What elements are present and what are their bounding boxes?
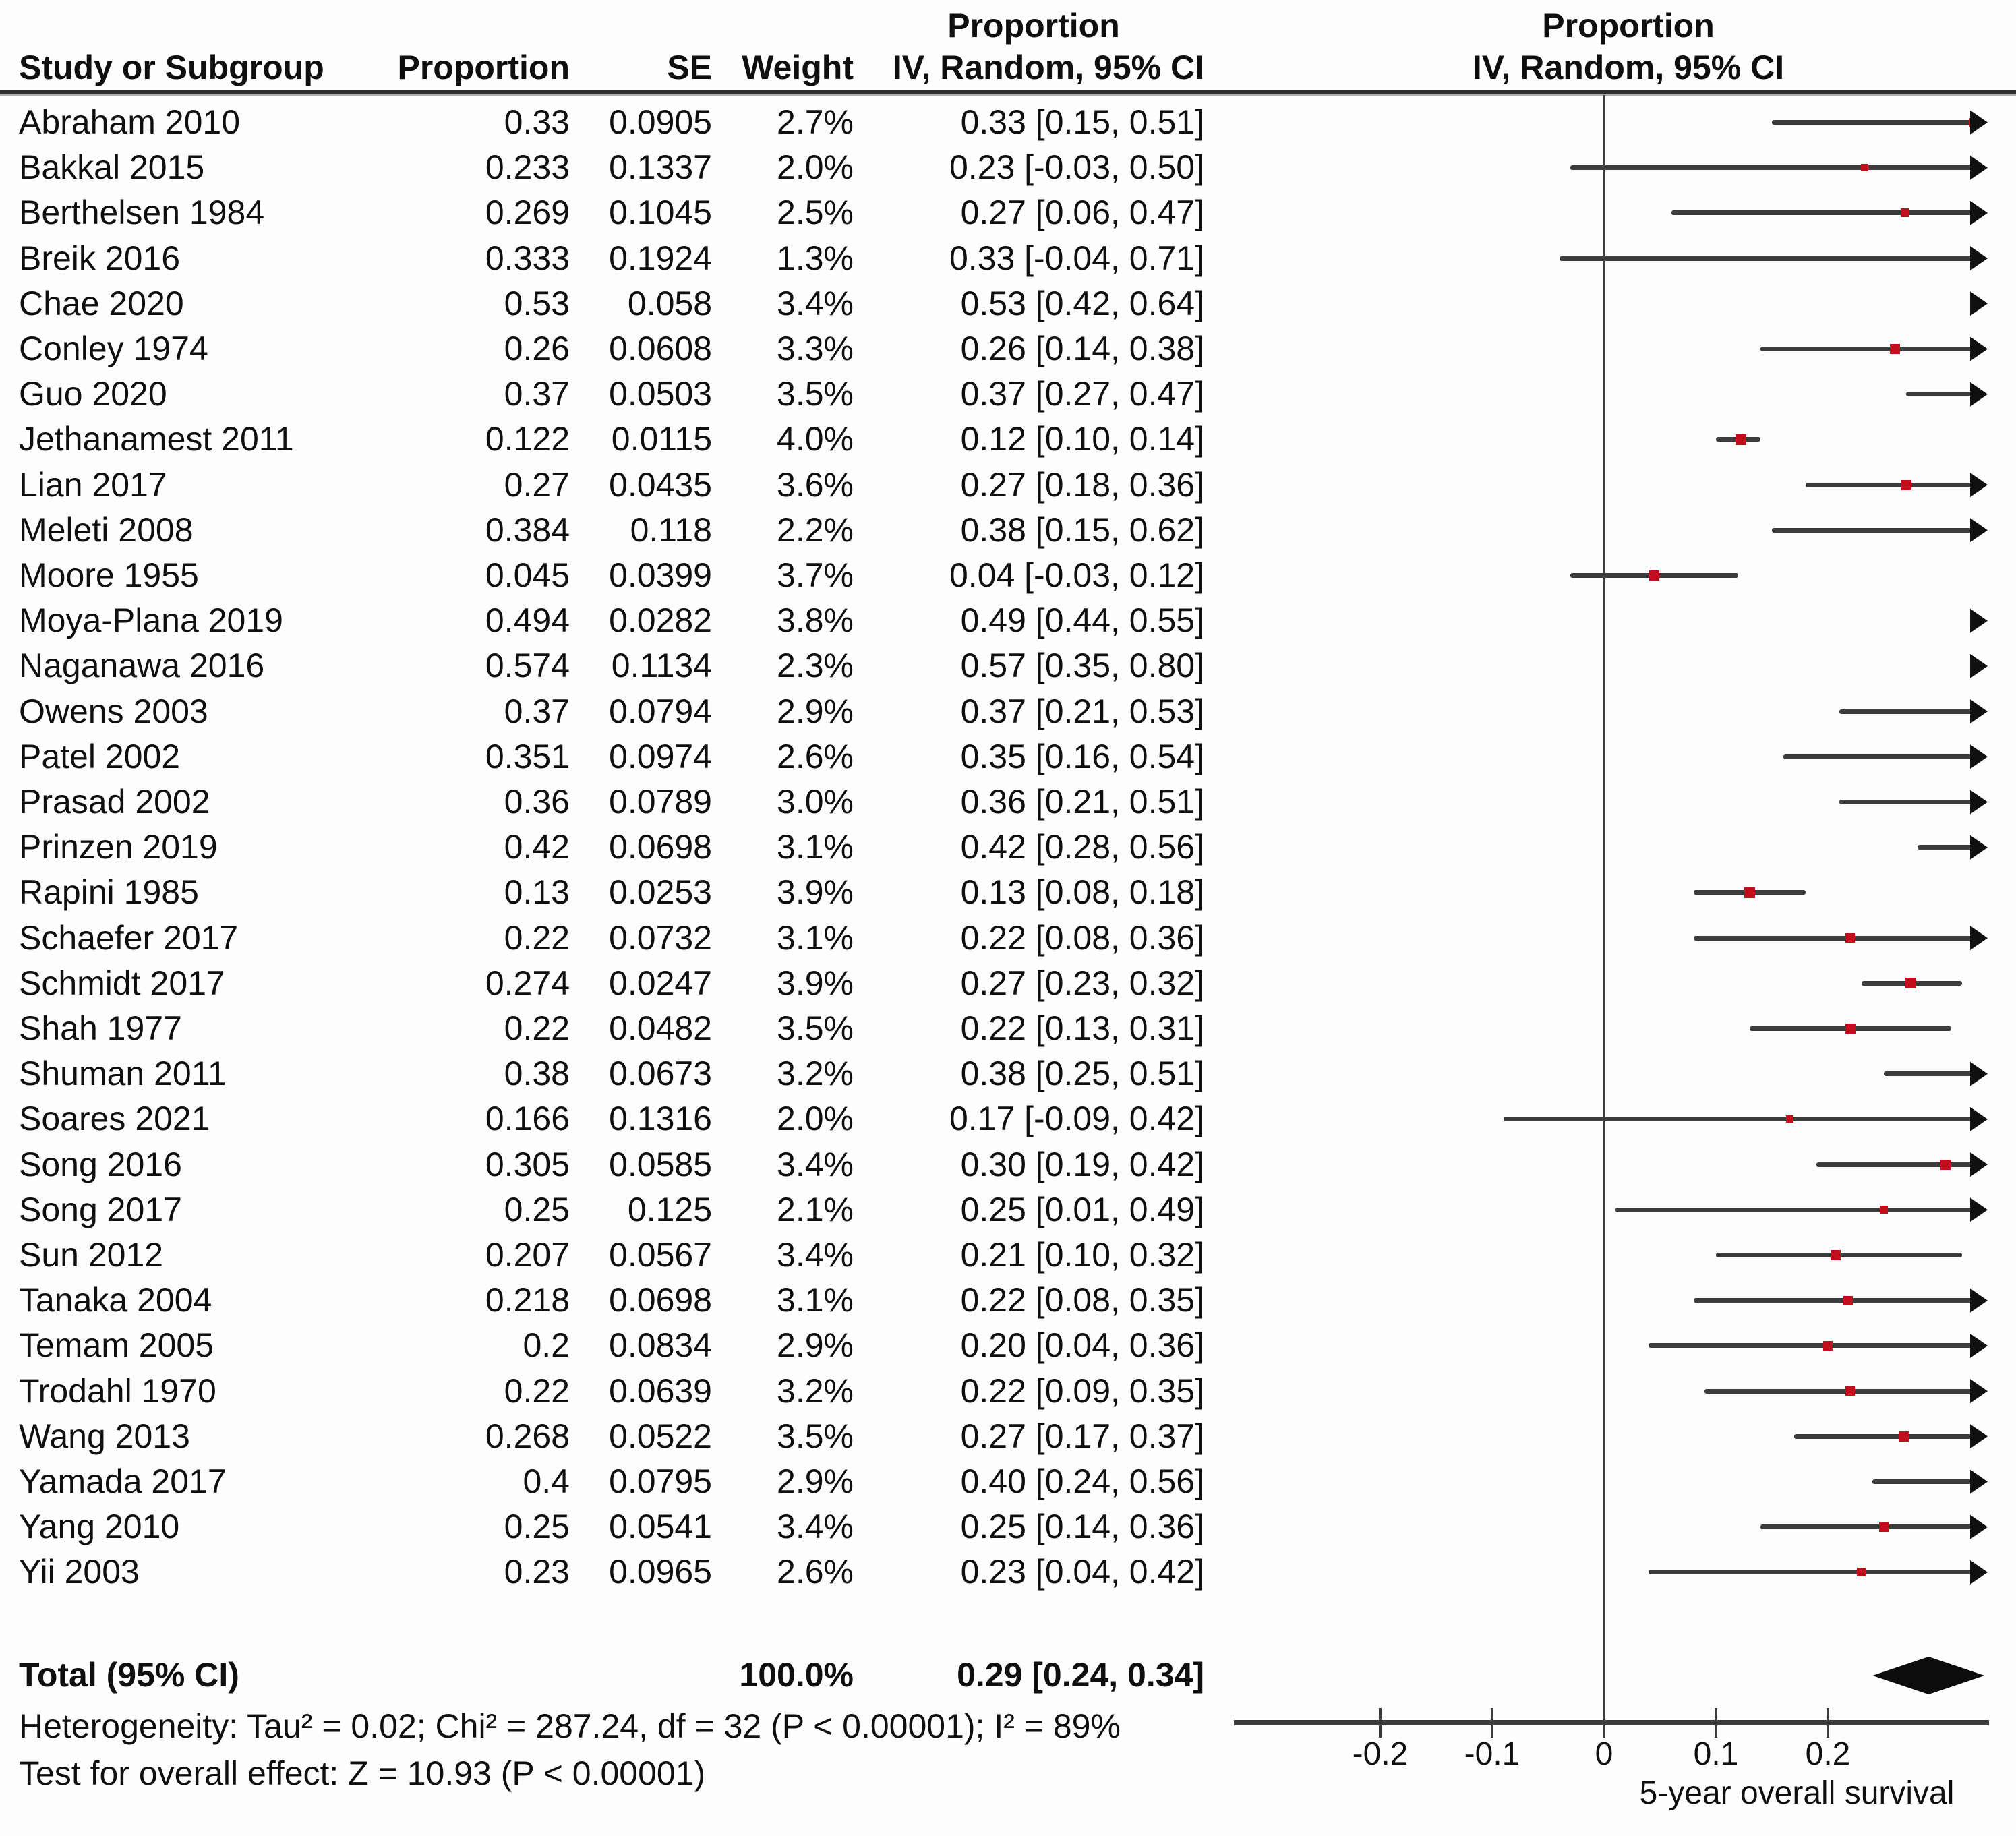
weight-value: 4.0% [777, 420, 854, 458]
study-row [0, 1549, 1214, 1595]
se-value: 0.0282 [609, 601, 712, 640]
ci-text: 0.25 [0.01, 0.49] [960, 1190, 1204, 1228]
ci-text: 0.22 [0.08, 0.35] [960, 1281, 1204, 1320]
study-row [0, 1504, 1214, 1549]
study-row [0, 916, 1214, 961]
point-estimate-marker [1845, 1024, 1856, 1034]
clip-arrow-icon [1970, 291, 1988, 316]
ci-text: 0.17 [-0.09, 0.42] [949, 1100, 1204, 1138]
se-value: 0.1924 [609, 239, 712, 277]
total-diamond [1872, 1657, 1984, 1694]
se-value: 0.1337 [609, 148, 712, 187]
se-column-header: SE [667, 49, 712, 86]
se-value: 0.0795 [609, 1462, 712, 1500]
study-row [0, 1051, 1214, 1096]
se-value: 0.0965 [609, 1553, 712, 1591]
se-value: 0.0974 [609, 737, 712, 775]
point-estimate-marker [1880, 1206, 1888, 1214]
ci-text: 0.38 [0.15, 0.62] [960, 510, 1204, 549]
total-weight: 100.0% [739, 1656, 854, 1694]
ci-line [1760, 347, 1976, 351]
study-row [0, 1369, 1214, 1414]
weight-value: 3.4% [777, 284, 854, 322]
weight-value: 3.0% [777, 783, 854, 821]
proportion-value: 0.2 [523, 1326, 570, 1365]
point-estimate-marker [1901, 480, 1911, 490]
point-estimate-marker [1890, 344, 1900, 354]
study-name: Prinzen 2019 [19, 828, 218, 866]
ci-text: 0.30 [0.19, 0.42] [960, 1145, 1204, 1183]
clip-arrow-icon [1970, 518, 1988, 542]
ci-line [1772, 528, 1976, 533]
tick-label: 0.2 [1805, 1736, 1851, 1772]
weight-value: 2.3% [777, 647, 854, 685]
point-estimate-marker [1845, 1386, 1855, 1396]
ci-text: 0.27 [0.23, 0.32] [960, 964, 1204, 1002]
proportion-value: 0.36 [504, 783, 570, 821]
study-name: Schaefer 2017 [19, 918, 239, 957]
proportion-value: 0.268 [485, 1417, 570, 1455]
ci-text: 0.23 [-0.03, 0.50] [949, 148, 1204, 187]
study-name: Owens 2003 [19, 692, 208, 730]
clip-arrow-icon [1970, 1515, 1988, 1539]
proportion-value: 0.37 [504, 692, 570, 730]
point-estimate-marker [1736, 434, 1746, 445]
study-row [0, 100, 1214, 145]
weight-value: 2.9% [777, 692, 854, 730]
ci-line [1615, 1208, 1976, 1212]
study-row [0, 1006, 1214, 1051]
point-estimate-marker [1845, 933, 1855, 943]
proportion-value: 0.22 [504, 1371, 570, 1410]
clip-arrow-icon [1970, 156, 1988, 180]
study-name: Moore 1955 [19, 556, 199, 594]
weight-value: 3.2% [777, 1055, 854, 1093]
study-name: Guo 2020 [19, 375, 167, 413]
ci-text: 0.22 [0.08, 0.36] [960, 918, 1204, 957]
study-name: Abraham 2010 [19, 103, 241, 141]
se-value: 0.0698 [609, 1281, 712, 1320]
ci-text: 0.35 [0.16, 0.54] [960, 737, 1204, 775]
ci-line [1884, 1071, 1976, 1076]
ci-text: 0.42 [0.28, 0.56] [960, 828, 1204, 866]
clip-arrow-icon [1970, 111, 1988, 135]
study-name: Sun 2012 [19, 1236, 164, 1274]
study-row [0, 553, 1214, 598]
se-value: 0.0639 [609, 1371, 712, 1410]
study-row [0, 281, 1214, 326]
study-name: Bakkal 2015 [19, 148, 205, 187]
point-estimate-marker [1905, 978, 1916, 988]
study-name: Song 2016 [19, 1145, 182, 1183]
study-row [0, 870, 1214, 915]
ci-line [1918, 845, 1976, 850]
header-rule-shadow [0, 94, 2016, 96]
study-name: Temam 2005 [19, 1326, 214, 1365]
study-name: Yang 2010 [19, 1508, 180, 1546]
study-name: Soares 2021 [19, 1100, 210, 1138]
x-axis-line [1234, 1720, 1989, 1725]
clip-arrow-icon [1970, 1289, 1988, 1313]
study-name: Lian 2017 [19, 465, 167, 504]
study-name: Wang 2013 [19, 1417, 190, 1455]
ci-text: 0.20 [0.04, 0.36] [960, 1326, 1204, 1365]
proportion-value: 0.574 [485, 647, 570, 685]
weight-value: 2.2% [777, 510, 854, 549]
proportion-value: 0.305 [485, 1145, 570, 1183]
study-name: Trodahl 1970 [19, 1371, 216, 1410]
point-estimate-marker [1857, 1568, 1866, 1576]
plot-header-line1: Proportion [1542, 7, 1715, 45]
clip-arrow-icon [1970, 1560, 1988, 1585]
point-estimate-marker [1823, 1341, 1833, 1351]
ci-line [1649, 1570, 1976, 1574]
ci-line [1806, 483, 1976, 487]
weight-column-header: Weight [742, 49, 854, 86]
tick-label: 0 [1595, 1736, 1613, 1772]
study-name: Meleti 2008 [19, 510, 194, 549]
weight-value: 3.9% [777, 964, 854, 1002]
weight-value: 3.1% [777, 1281, 854, 1320]
clip-arrow-icon [1970, 609, 1988, 633]
tick-label: -0.2 [1352, 1736, 1409, 1772]
study-name: Prasad 2002 [19, 783, 210, 821]
study-name: Jethanamest 2011 [19, 420, 294, 458]
se-value: 0.0541 [609, 1508, 712, 1546]
study-row [0, 779, 1214, 825]
ci-text: 0.04 [-0.03, 0.12] [949, 556, 1204, 594]
ci-line [1694, 936, 1976, 941]
ci-text: 0.37 [0.21, 0.53] [960, 692, 1204, 730]
weight-value: 2.6% [777, 1553, 854, 1591]
weight-value: 3.9% [777, 873, 854, 912]
weight-value: 2.5% [777, 194, 854, 232]
proportion-value: 0.269 [485, 194, 570, 232]
point-estimate-marker [1831, 1250, 1841, 1260]
study-name: Moya-Plana 2019 [19, 601, 283, 640]
ci-column-header-line2: IV, Random, 95% CI [892, 49, 1204, 86]
study-column-header: Study or Subgroup [19, 49, 324, 86]
weight-value: 3.4% [777, 1145, 854, 1183]
ci-line [1560, 256, 1976, 261]
proportion-value: 0.122 [485, 420, 570, 458]
se-value: 0.0435 [609, 465, 712, 504]
se-value: 0.0794 [609, 692, 712, 730]
ci-line [1504, 1117, 1976, 1121]
study-row [0, 643, 1214, 688]
study-name: Tanaka 2004 [19, 1281, 212, 1320]
clip-arrow-icon [1970, 1379, 1988, 1403]
weight-value: 3.5% [777, 1009, 854, 1047]
ci-line [1570, 165, 1976, 170]
ci-line [1794, 1434, 1976, 1439]
study-row [0, 825, 1214, 870]
point-estimate-marker [1861, 164, 1868, 171]
zero-reference-line [1603, 95, 1605, 1723]
ci-text: 0.21 [0.10, 0.32] [960, 1236, 1204, 1274]
se-value: 0.0698 [609, 828, 712, 866]
se-value: 0.0567 [609, 1236, 712, 1274]
se-value: 0.1134 [611, 647, 712, 685]
study-name: Shah 1977 [19, 1009, 182, 1047]
clip-arrow-icon [1970, 1197, 1988, 1222]
se-value: 0.0503 [609, 375, 712, 413]
se-value: 0.125 [627, 1190, 712, 1228]
se-value: 0.058 [627, 284, 712, 322]
se-value: 0.0905 [609, 103, 712, 141]
se-value: 0.0253 [609, 873, 712, 912]
proportion-value: 0.233 [485, 148, 570, 187]
ci-text: 0.36 [0.21, 0.51] [960, 783, 1204, 821]
study-row [0, 598, 1214, 643]
proportion-value: 0.351 [485, 737, 570, 775]
proportion-value: 0.045 [485, 556, 570, 594]
clip-arrow-icon [1970, 1470, 1988, 1494]
weight-value: 2.9% [777, 1326, 854, 1365]
plot-header-line2: IV, Random, 95% CI [1472, 49, 1785, 86]
point-estimate-marker [1786, 1115, 1793, 1123]
point-estimate-marker [1940, 1160, 1951, 1170]
point-estimate-marker [1744, 887, 1755, 898]
ci-text: 0.22 [0.13, 0.31] [960, 1009, 1204, 1047]
clip-arrow-icon [1970, 201, 1988, 225]
study-row [0, 1459, 1214, 1504]
ci-text: 0.12 [0.10, 0.14] [960, 420, 1204, 458]
clip-arrow-icon [1970, 246, 1988, 270]
ci-text: 0.27 [0.06, 0.47] [960, 194, 1204, 232]
heterogeneity-text: Heterogeneity: Tau² = 0.02; Chi² = 287.24, df = 32 (P < 0.00001); I² = 89% [19, 1707, 1121, 1745]
clip-arrow-icon [1970, 1152, 1988, 1177]
study-name: Yii 2003 [19, 1553, 140, 1591]
weight-value: 3.3% [777, 330, 854, 367]
study-row [0, 961, 1214, 1006]
ci-text: 0.37 [0.27, 0.47] [960, 375, 1204, 413]
ci-line [1671, 210, 1976, 215]
proportion-value: 0.25 [504, 1190, 570, 1228]
ci-text: 0.40 [0.24, 0.56] [960, 1462, 1204, 1500]
se-value: 0.1316 [609, 1100, 712, 1138]
ci-line [1906, 392, 1976, 396]
ci-line [1816, 1162, 1976, 1167]
study-name: Naganawa 2016 [19, 647, 265, 685]
ci-text: 0.33 [0.15, 0.51] [960, 103, 1204, 141]
clip-arrow-icon [1970, 790, 1988, 815]
se-value: 0.0608 [609, 330, 712, 367]
proportion-value: 0.53 [504, 284, 570, 322]
total-row [0, 1653, 1214, 1698]
point-estimate-marker [1899, 1431, 1909, 1442]
proportion-value: 0.207 [485, 1236, 570, 1274]
ci-line [1772, 120, 1976, 125]
ci-text: 0.25 [0.14, 0.36] [960, 1508, 1204, 1546]
weight-value: 2.0% [777, 1100, 854, 1138]
weight-value: 3.2% [777, 1371, 854, 1410]
se-value: 0.0482 [609, 1009, 712, 1047]
total-label: Total (95% CI) [19, 1656, 239, 1694]
ci-line [1649, 1343, 1976, 1348]
clip-arrow-icon [1970, 473, 1988, 497]
study-row [0, 190, 1214, 235]
proportion-value: 0.22 [504, 1009, 570, 1047]
weight-value: 2.0% [777, 148, 854, 187]
ci-line [1872, 1479, 1976, 1484]
axis-tick [1603, 1708, 1605, 1738]
proportion-value: 0.37 [504, 375, 570, 413]
study-row [0, 417, 1214, 462]
study-row [0, 236, 1214, 281]
weight-value: 3.4% [777, 1236, 854, 1274]
clip-arrow-icon [1970, 926, 1988, 950]
ci-text: 0.27 [0.18, 0.36] [960, 465, 1204, 504]
ci-text: 0.22 [0.09, 0.35] [960, 1371, 1204, 1410]
clip-arrow-icon [1970, 835, 1988, 860]
proportion-value: 0.494 [485, 601, 570, 640]
axis-tick [1715, 1708, 1717, 1738]
ci-text: 0.23 [0.04, 0.42] [960, 1553, 1204, 1591]
tick-label: -0.1 [1464, 1736, 1520, 1772]
point-estimate-marker [1901, 208, 1909, 217]
proportion-column-header: Proportion [397, 49, 570, 86]
ci-line [1760, 1524, 1976, 1529]
ci-text: 0.57 [0.35, 0.80] [960, 647, 1204, 685]
clip-arrow-icon [1970, 744, 1988, 769]
study-name: Conley 1974 [19, 330, 208, 367]
study-name: Shuman 2011 [19, 1055, 227, 1093]
clip-arrow-icon [1970, 1334, 1988, 1358]
proportion-value: 0.13 [504, 873, 570, 912]
proportion-value: 0.27 [504, 465, 570, 504]
study-name: Yamada 2017 [19, 1462, 227, 1500]
study-name: Schmidt 2017 [19, 964, 225, 1002]
study-row [0, 1187, 1214, 1233]
study-row [0, 1414, 1214, 1459]
proportion-value: 0.384 [485, 510, 570, 549]
proportion-value: 0.333 [485, 239, 570, 277]
ci-column-header-line1: Proportion [947, 7, 1120, 45]
weight-value: 3.5% [777, 1417, 854, 1455]
weight-value: 2.6% [777, 737, 854, 775]
proportion-value: 0.274 [485, 964, 570, 1002]
weight-value: 3.1% [777, 918, 854, 957]
se-value: 0.0585 [609, 1145, 712, 1183]
ci-line [1839, 709, 1976, 714]
proportion-value: 0.25 [504, 1508, 570, 1546]
study-row [0, 1233, 1214, 1278]
study-row [0, 689, 1214, 734]
study-name: Rapini 1985 [19, 873, 199, 912]
proportion-value: 0.4 [523, 1462, 570, 1500]
weight-value: 3.6% [777, 465, 854, 504]
ci-line [1704, 1389, 1976, 1394]
se-value: 0.0732 [609, 918, 712, 957]
proportion-value: 0.33 [504, 103, 570, 141]
weight-value: 2.1% [777, 1190, 854, 1228]
point-estimate-marker [1843, 1296, 1853, 1305]
se-value: 0.0247 [609, 964, 712, 1002]
weight-value: 1.3% [777, 239, 854, 277]
proportion-value: 0.218 [485, 1281, 570, 1320]
axis-tick [1491, 1708, 1493, 1738]
ci-text: 0.49 [0.44, 0.55] [960, 601, 1204, 640]
study-name: Chae 2020 [19, 284, 184, 322]
weight-value: 2.7% [777, 103, 854, 141]
study-row [0, 1323, 1214, 1368]
weight-value: 3.5% [777, 375, 854, 413]
se-value: 0.0115 [611, 420, 712, 458]
study-row [0, 508, 1214, 553]
proportion-value: 0.22 [504, 918, 570, 957]
proportion-value: 0.42 [504, 828, 570, 866]
weight-value: 3.4% [777, 1508, 854, 1546]
x-axis-label: 5-year overall survival [1639, 1775, 1955, 1811]
weight-value: 3.1% [777, 828, 854, 866]
study-row [0, 1096, 1214, 1142]
point-estimate-marker [1879, 1522, 1889, 1532]
study-row [0, 463, 1214, 508]
ci-text: 0.13 [0.08, 0.18] [960, 873, 1204, 912]
overall-effect-text: Test for overall effect: Z = 10.93 (P < 0.00001) [19, 1754, 706, 1792]
proportion-value: 0.23 [504, 1553, 570, 1591]
ci-line [1694, 1298, 1976, 1303]
ci-text: 0.53 [0.42, 0.64] [960, 284, 1204, 322]
study-row [0, 1278, 1214, 1323]
study-row [0, 372, 1214, 417]
study-row [0, 1142, 1214, 1187]
study-name: Patel 2002 [19, 737, 181, 775]
study-row [0, 734, 1214, 779]
se-value: 0.1045 [609, 194, 712, 232]
se-value: 0.0399 [609, 556, 712, 594]
study-row [0, 145, 1214, 190]
se-value: 0.0789 [609, 783, 712, 821]
ci-text: 0.33 [-0.04, 0.71] [949, 239, 1204, 277]
ci-line [1839, 800, 1976, 804]
weight-value: 3.7% [777, 556, 854, 594]
proportion-value: 0.166 [485, 1100, 570, 1138]
proportion-value: 0.26 [504, 330, 570, 367]
axis-tick [1827, 1708, 1829, 1738]
clip-arrow-icon [1970, 1424, 1988, 1448]
tick-label: 0.1 [1693, 1736, 1739, 1772]
clip-arrow-icon [1970, 1062, 1988, 1086]
ci-text: 0.38 [0.25, 0.51] [960, 1055, 1204, 1093]
weight-value: 2.9% [777, 1462, 854, 1500]
se-value: 0.0673 [609, 1055, 712, 1093]
study-name: Berthelsen 1984 [19, 194, 265, 232]
study-name: Song 2017 [19, 1190, 182, 1228]
study-name: Breik 2016 [19, 239, 181, 277]
axis-tick [1379, 1708, 1382, 1738]
point-estimate-marker [1649, 570, 1659, 581]
ci-text: 0.26 [0.14, 0.38] [960, 330, 1204, 367]
study-row [0, 326, 1214, 372]
se-value: 0.118 [630, 510, 712, 549]
se-value: 0.0834 [609, 1326, 712, 1365]
se-value: 0.0522 [609, 1417, 712, 1455]
clip-arrow-icon [1970, 699, 1988, 723]
weight-value: 3.8% [777, 601, 854, 640]
total-ci-text: 0.29 [0.24, 0.34] [957, 1656, 1204, 1694]
clip-arrow-icon [1970, 382, 1988, 407]
ci-line [1783, 754, 1976, 759]
proportion-value: 0.38 [504, 1055, 570, 1093]
clip-arrow-icon [1970, 654, 1988, 678]
clip-arrow-icon [1970, 337, 1988, 361]
clip-arrow-icon [1970, 1107, 1988, 1131]
ci-text: 0.27 [0.17, 0.37] [960, 1417, 1204, 1455]
